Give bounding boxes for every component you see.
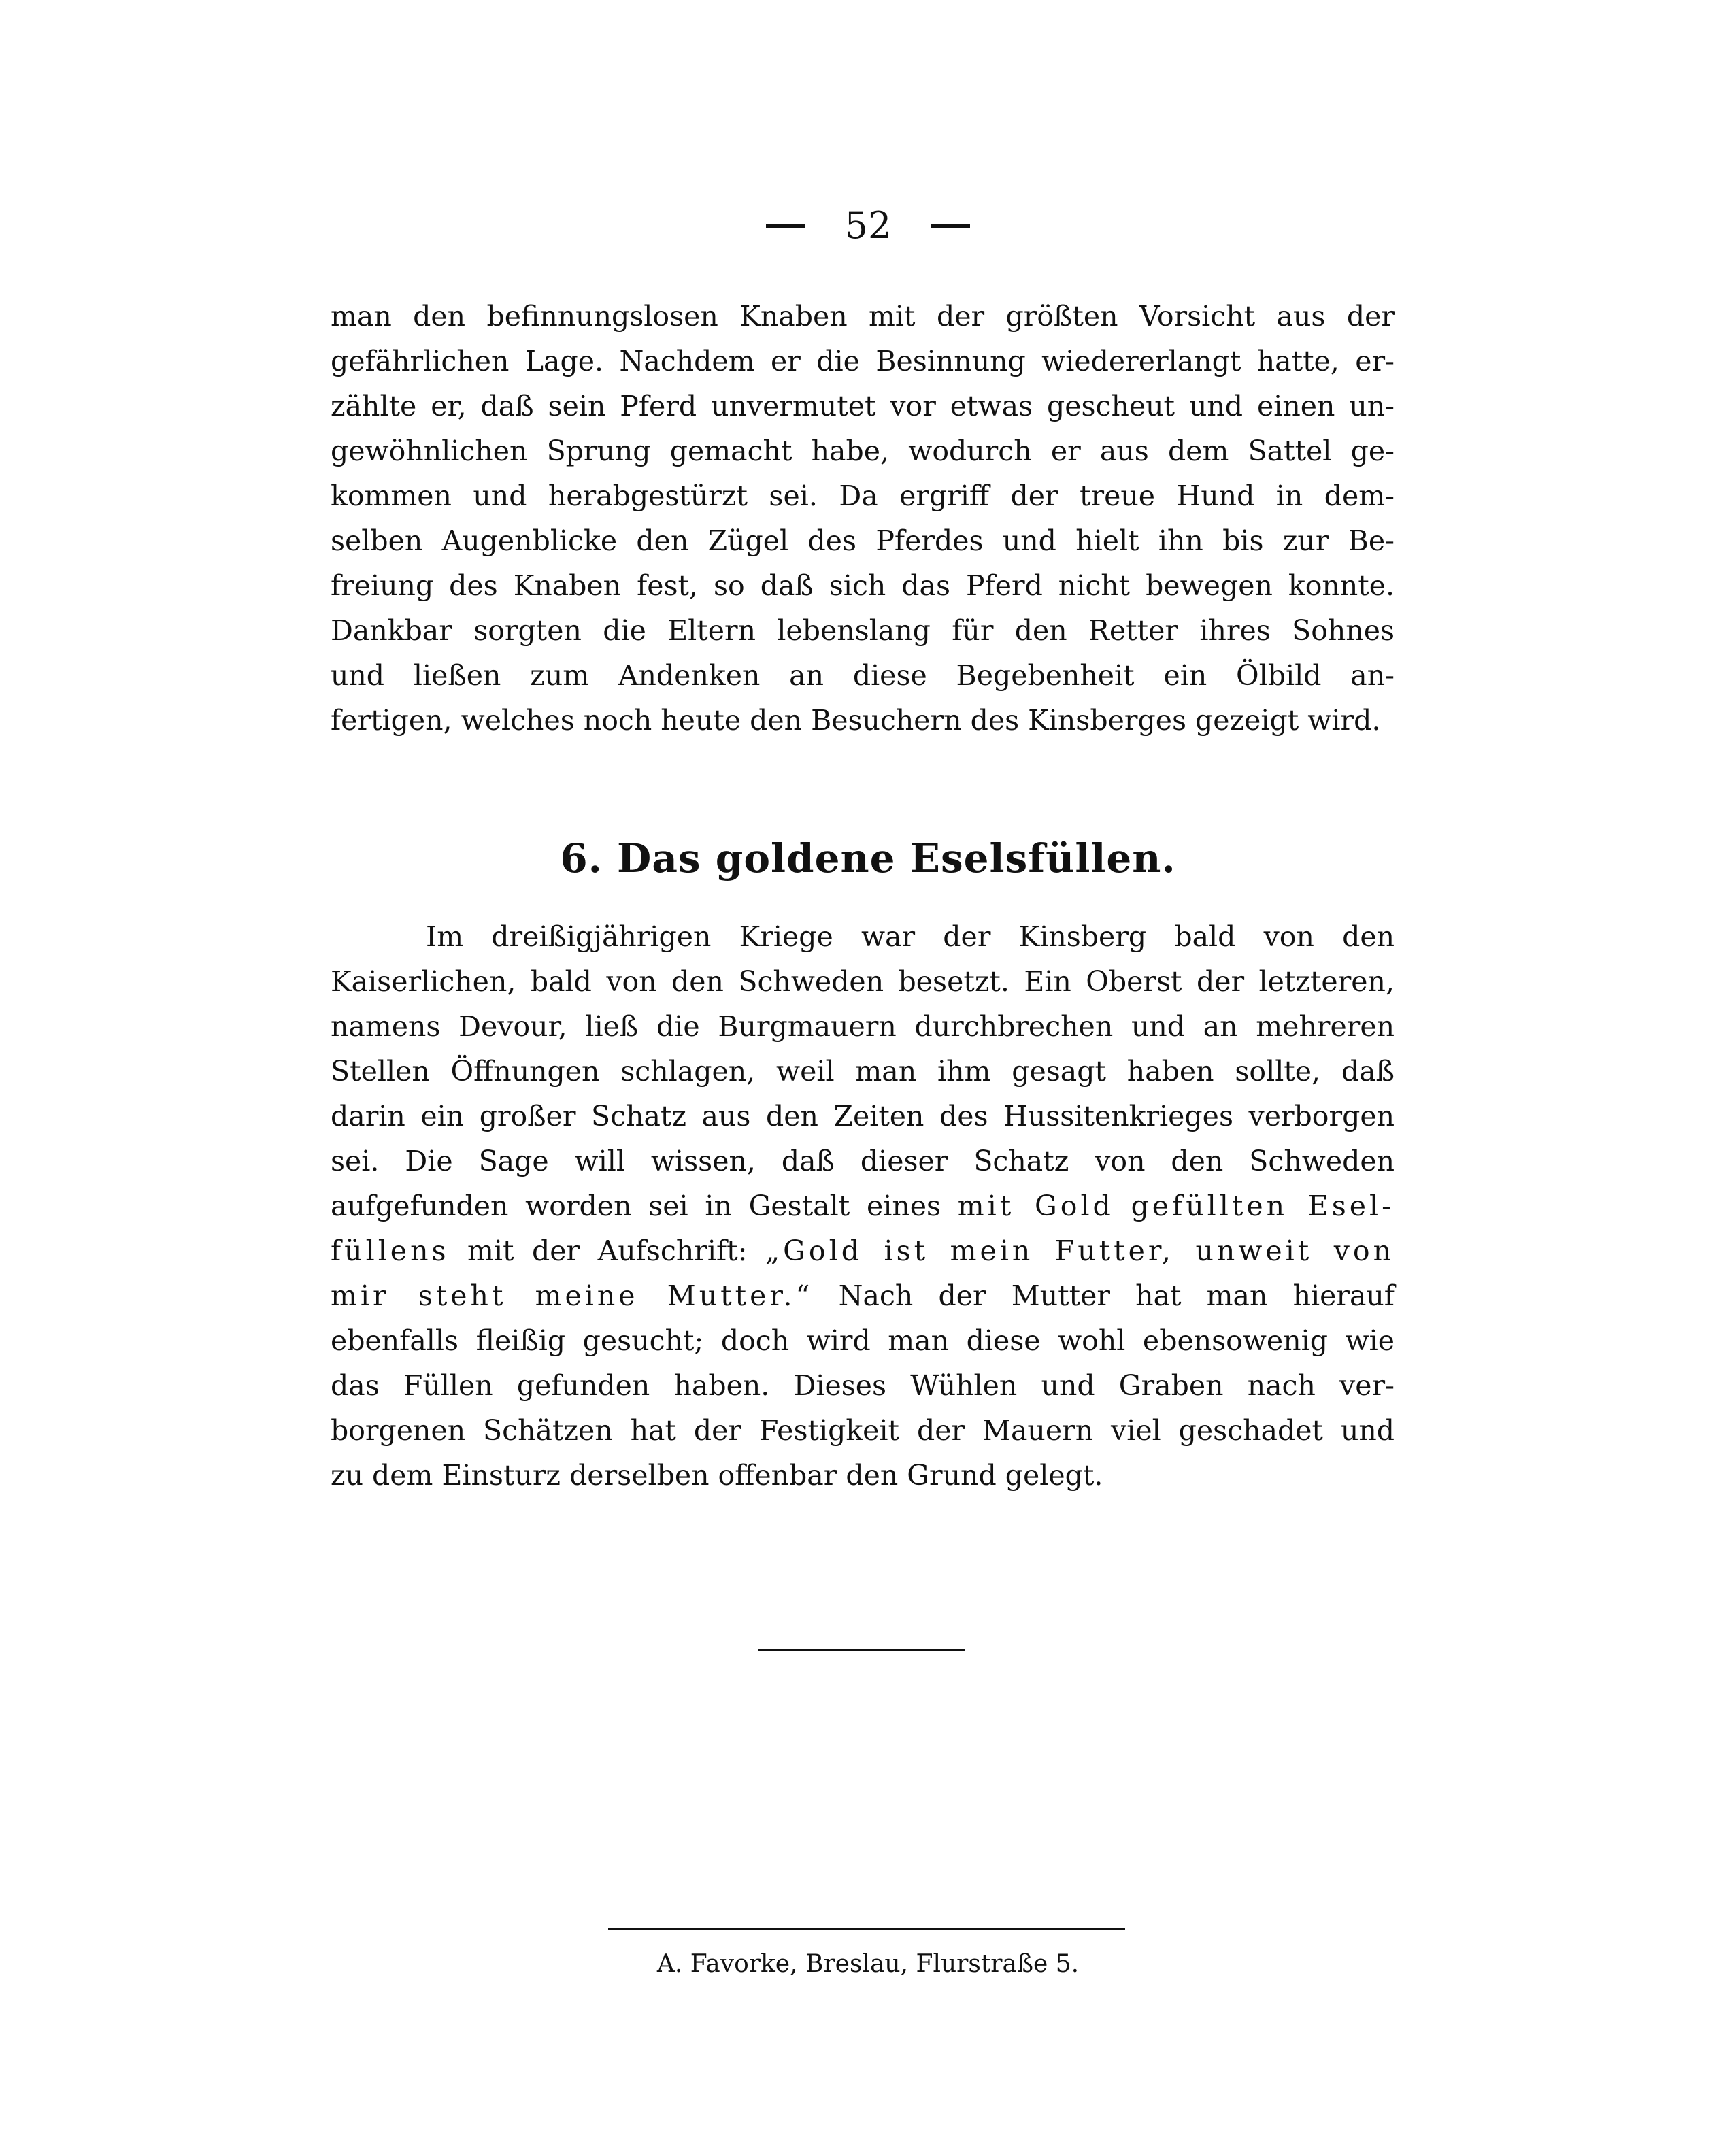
printer-imprint: A. Favorke, Breslau, Flurstraße 5. bbox=[656, 1950, 1080, 1978]
text-line: darin ein großer Schatz aus den Zeiten des Hussitenkrieges verborgen bbox=[331, 1100, 1395, 1132]
text-fragment: Nach der Mutter hat man hierauf bbox=[838, 1279, 1395, 1312]
section-heading: 6. Das goldene Eselsfüllen. bbox=[560, 835, 1176, 882]
text-line: namens Devour, ließ die Burgmauern durchbrechen und an mehreren bbox=[331, 1010, 1395, 1043]
text-line bbox=[331, 1273, 1395, 1318]
text-line: man den befinnungslosen Knaben mit der größten Vorsicht aus der bbox=[331, 300, 1395, 333]
text-fragment-spaced: füllens bbox=[331, 1235, 450, 1267]
text-line: zu dem Einsturz derselben offenbar den Grund gelegt. bbox=[331, 1459, 1103, 1492]
text-line bbox=[331, 1184, 1395, 1228]
text-line: sei. Die Sage will wissen, daß dieser Schatz von den Schweden bbox=[331, 1145, 1395, 1177]
page-header bbox=[0, 199, 1736, 253]
inscription-text: mir steht meine Mutter.“ bbox=[331, 1279, 814, 1312]
text-line: das Füllen gefunden haben. Dieses Wühlen und Graben nach ver- bbox=[331, 1369, 1395, 1402]
text-line: zählte er, daß sein Pferd unvermutet vor etwas gescheut und einen un- bbox=[331, 390, 1395, 422]
text-line: und ließen zum Andenken an diese Begebenheit ein Ölbild an- bbox=[331, 659, 1395, 692]
text-fragment: mit der Aufschrift: bbox=[467, 1235, 748, 1267]
text-fragment-spaced: mit Gold bbox=[957, 1190, 1114, 1222]
text-fragment-spaced: gefüllten Esel- bbox=[1131, 1190, 1395, 1222]
text-fragment: aufgefunden worden sei in Gestalt eines bbox=[331, 1190, 941, 1222]
text-line bbox=[331, 1228, 1395, 1273]
inscription-text: „Gold ist mein Futter, unweit von bbox=[765, 1235, 1395, 1267]
text-line: gefährlichen Lage. Nachdem er die Besinnung wiedererlangt hatte, er- bbox=[331, 345, 1395, 377]
paragraph-continued bbox=[331, 294, 1395, 743]
text-line: fertigen, welches noch heute den Besuchern des Kinsberges gezeigt wird. bbox=[331, 704, 1381, 737]
text-line: Kaiserlichen, bald von den Schweden besetzt. Ein Oberst der letzteren, bbox=[331, 965, 1395, 998]
footer-rule bbox=[608, 1928, 1125, 1930]
page-number: 52 bbox=[844, 204, 892, 247]
text-line: selben Augenblicke den Zügel des Pferdes und hielt ihn bis zur Be- bbox=[331, 524, 1395, 557]
text-line: Im dreißigjährigen Kriege war der Kinsberg bald von den bbox=[426, 920, 1395, 953]
text-line: ebenfalls fleißig gesucht; doch wird man diese wohl ebensowenig wie bbox=[331, 1324, 1395, 1357]
header-dash-left bbox=[766, 224, 805, 228]
text-line: Stellen Öffnungen schlagen, weil man ihm gesagt haben sollte, daß bbox=[331, 1055, 1395, 1088]
text-line: borgenen Schätzen hat der Festigkeit der Mauern viel geschadet und bbox=[331, 1414, 1395, 1447]
text-line: gewöhnlichen Sprung gemacht habe, wodurch er aus dem Sattel ge- bbox=[331, 435, 1395, 467]
paragraph-eselsfuellen bbox=[331, 914, 1395, 1498]
section-end-rule bbox=[758, 1649, 965, 1651]
text-line: Dankbar sorgten die Eltern lebenslang für den Retter ihres Sohnes bbox=[331, 614, 1395, 647]
header-dash-right bbox=[931, 224, 970, 228]
text-line: freiung des Knaben fest, so daß sich das Pferd nicht bewegen konnte. bbox=[331, 569, 1395, 602]
text-line: kommen und herabgestürzt sei. Da ergriff der treue Hund in dem- bbox=[331, 480, 1395, 512]
